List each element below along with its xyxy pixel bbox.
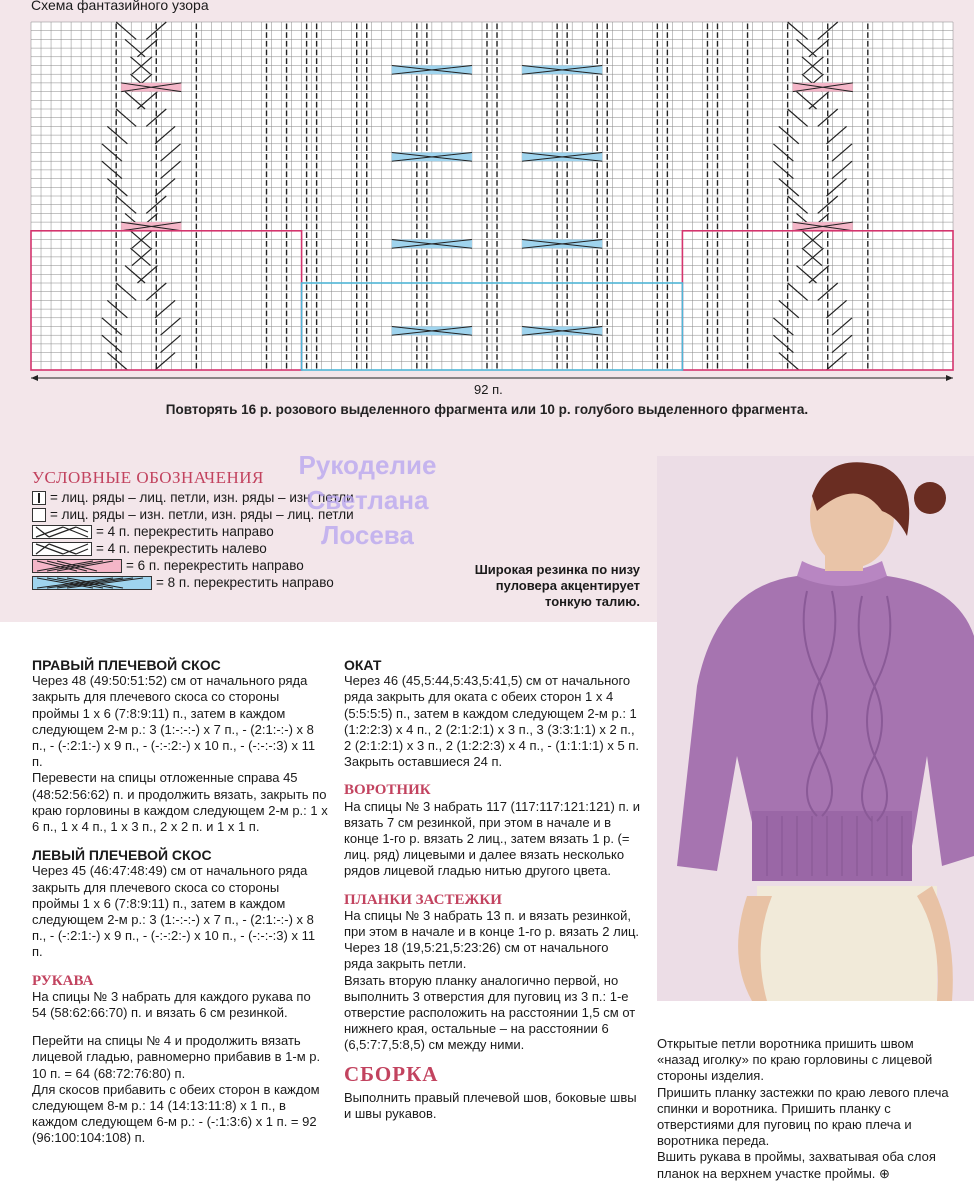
column-3 bbox=[657, 1036, 949, 1182]
col3-text-3: Вшить рукава в проймы, захватывая оба слоя планок на верхнем участке проймы. ⊕ bbox=[657, 1149, 936, 1181]
sleeves-text: На спицы № 3 набрать для каждого рукава по 54 (58:62:66:70) п. и вязать 6 см резинкой. bbox=[32, 988, 311, 1021]
sleeves-title: РУКАВА bbox=[32, 972, 94, 989]
plackets-text-2: Через 18 (19,5:21,5:23:26) см от начального ряда закрыть петли. bbox=[344, 940, 609, 972]
assembly-text: Выполнить правый плечевой шов, боковые швы и швы рукавов. bbox=[344, 1089, 637, 1122]
sleeves-text-3: Для скосов прибавить с обеих сторон в каждом следующем 8-м р.: 14 (14:13:11:8) х 1 п., в каждом следующем 6-м р.: - (-:1:3:6) х 1 п. = 92 (96:100:104:108) п. bbox=[32, 1081, 320, 1146]
legend-item: = 4 п. перекрестить направо bbox=[32, 523, 354, 540]
empty-cell-icon bbox=[32, 508, 46, 522]
cable-8-right-icon bbox=[32, 576, 152, 590]
right-shoulder-text-2: Перевести на спицы отложенные справа 45 (48:52:56:62) п. и продолжить вязать, закрыть по краю горловины в каждом следующем 2-м р.: 1 х 6 п., 1 х 4 п., 1 х 3 п., 2 х 2 п. и 1 х 1 п. bbox=[32, 770, 328, 835]
cable-4-right-icon bbox=[32, 525, 92, 539]
col3-text: Открытые петли воротника пришить швом «назад иголку» по краю горловины с лицевой стороны изделия. bbox=[657, 1036, 933, 1084]
assembly-title: СБОРКА bbox=[344, 1061, 439, 1086]
left-shoulder-text: Через 45 (46:47:48:49) см от начального ряда закрыть для плечевого скоса со стороны проймы 1 х 6 (7:8:9:11) п., затем в каждом следующем 2-м р.: 3 (1:-:-:-) х 7 п., - (2:1:-:-) х 8 п., - (-:2:1:-) х 9 п., - (-:-:2:-) х 10 п., - (-:-:-:3) х 11 п. bbox=[32, 863, 316, 960]
legend-item: = лиц. ряды – лиц. петли, изн. ряды – изн. петли bbox=[32, 489, 354, 506]
collar-title: ВОРОТНИК bbox=[344, 782, 431, 799]
collar-text: На спицы № 3 набрать 117 (117:117:121:121) п. и вязать 7 см резинкой, при этом в начале и в конце 1-го р. вязать 2 лиц., затем вязать 1 р. (= лиц. ряд) лицевыми и далее вязать несколько рядов лицевой гладью нитью другого цвета. bbox=[344, 798, 640, 879]
cable-4-left-icon bbox=[32, 542, 92, 556]
end-mark-icon: ⊕ bbox=[879, 1165, 890, 1181]
knit-bar-icon bbox=[32, 491, 46, 505]
stitch-count: 92 п. bbox=[474, 382, 503, 397]
cap-text: Через 46 (45,5:44,5:43,5:41,5) см от начального ряда закрыть для оката с обеих сторон 1 х 4 (5:5:5:5) п., затем в каждом следующем 2-м р.: 1 (1:2:2:3) х 4 п., 2 (2:1:2:1) х 3 п., 3 (3:3:1:1) х 2 п., 2 (2:1:2:1) х 3 п., 2 (1:2:2:3) х 4 п., - (1:1:1:1) х 5 п. Закрыть оставшиеся 24 п. bbox=[344, 673, 639, 770]
sweater-illustration bbox=[657, 456, 974, 1001]
legend-item: = лиц. ряды – изн. петли, изн. ряды – лиц. петли bbox=[32, 506, 354, 523]
left-shoulder-title: ЛЕВЫЙ ПЛЕЧЕВОЙ СКОС bbox=[32, 847, 212, 864]
repeat-note: Повторять 16 р. розового выделенного фрагмента или 10 р. голубого выделенного фрагмента. bbox=[165, 402, 809, 417]
sleeves-text-2: Перейти на спицы № 4 и продолжить вязать лицевой гладью, равномерно прибавив в 1-м р. 10 п. = 64 (68:72:76:80) п. bbox=[32, 1033, 321, 1081]
cable-6-right-icon bbox=[32, 559, 122, 573]
right-shoulder-title: ПРАВЫЙ ПЛЕЧЕВОЙ СКОС bbox=[32, 657, 221, 673]
column-1 bbox=[32, 657, 328, 1147]
photo-caption: Широкая резинка по низу пуловера акцентирует тонкую талию. bbox=[474, 562, 640, 609]
chart-title: Схема фантазийного узора bbox=[31, 0, 209, 13]
legend-item: = 6 п. перекрестить направо bbox=[32, 557, 354, 574]
plackets-text-3: Вязать вторую планку аналогично первой, но выполнить 3 отверстия для пуговиц из 3 п.: 1-е отверстие расположить на расстоянии 1,5 см от нижнего края, остальные – на расстоянии 6 (6,5:7:7,5:8,5) см между ними. bbox=[344, 972, 636, 1053]
legend-item: = 4 п. перекрестить налево bbox=[32, 540, 354, 557]
model-photo bbox=[657, 456, 974, 1001]
legend-title: УСЛОВНЫЕ ОБОЗНАЧЕНИЯ bbox=[32, 468, 264, 487]
plackets-title: ПЛАНКИ ЗАСТЕЖКИ bbox=[344, 891, 502, 908]
chart-grid bbox=[31, 22, 953, 370]
column-2 bbox=[344, 657, 640, 1122]
knitting-chart bbox=[0, 0, 974, 400]
watermark: Рукоделие Светлана Лосева bbox=[298, 450, 437, 550]
right-shoulder-text: Через 48 (49:50:51:52) см от начального ряда закрыть для плечевого скоса со стороны проймы 1 х 6 (7:8:9:11) п., затем в каждом следующем 2-м р.: 3 (1:-:-:-) х 7 п., - (2:1:-:-) х 8 п., - (-:2:1:-) х 9 п., - (-:-:2:-) х 10 п., - (-:-:-:3) х 11 п. bbox=[32, 673, 316, 770]
cap-title: ОКАТ bbox=[344, 657, 382, 673]
col3-text-2: Пришить планку застежки по краю левого плеча спинки и воротника. Пришить планку с отверстиями для пуговиц по краю плеча и воротника переда. bbox=[657, 1084, 949, 1149]
legend-item: = 8 п. перекрестить направо bbox=[32, 574, 354, 591]
plackets-text: На спицы № 3 набрать 13 п. и вязать резинкой, при этом в начале и в конце 1-го р. вязать 2 лиц. bbox=[344, 907, 640, 940]
